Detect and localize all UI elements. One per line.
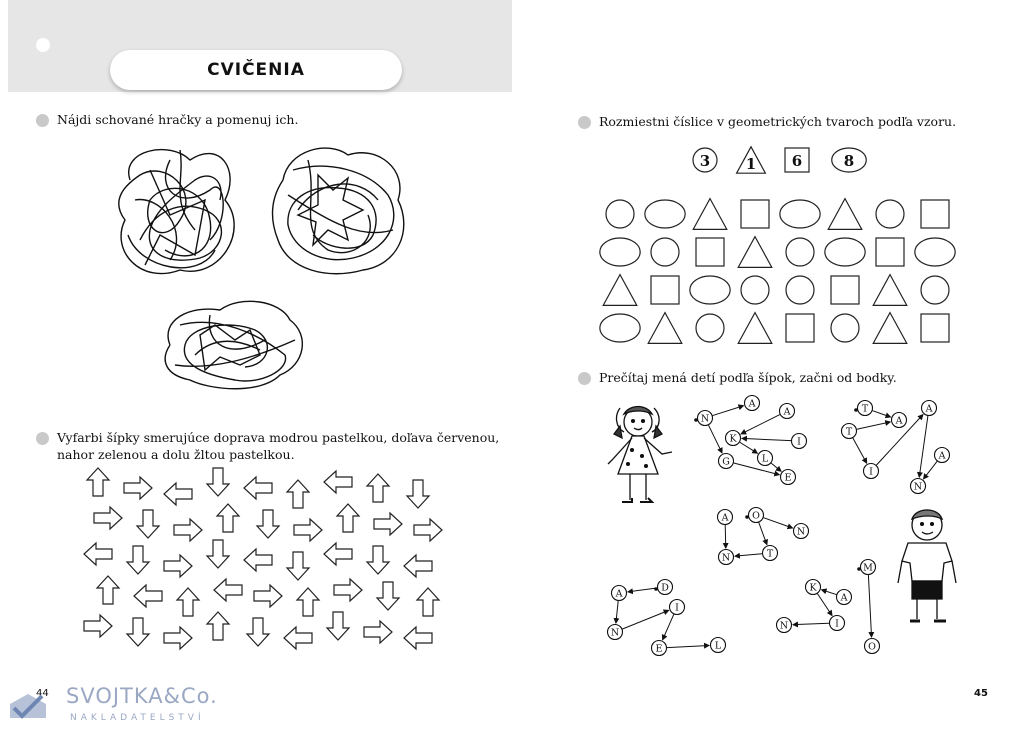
arrow-left[interactable] <box>244 477 272 499</box>
grid-circle[interactable] <box>921 276 949 304</box>
arrow-right[interactable] <box>164 555 192 577</box>
arrow-left[interactable] <box>404 627 432 649</box>
arrow-right[interactable] <box>364 621 392 643</box>
bullet-exercise-4 <box>578 372 591 385</box>
chain-arrow <box>616 601 618 623</box>
letter-node-label: I <box>835 618 839 630</box>
start-dot <box>654 587 658 591</box>
chain-arrow <box>793 623 829 624</box>
arrow-right[interactable] <box>94 507 122 529</box>
letter-node-label: A <box>615 588 623 600</box>
arrow-right[interactable] <box>174 519 202 541</box>
arrow-down[interactable] <box>367 546 389 574</box>
letter-node-label: A <box>895 415 903 427</box>
arrow-up[interactable] <box>297 588 319 616</box>
arrow-left[interactable] <box>284 627 312 649</box>
arrow-up[interactable] <box>367 474 389 502</box>
arrow-up[interactable] <box>287 480 309 508</box>
letter-node-label: I <box>869 466 873 478</box>
arrow-up[interactable] <box>337 504 359 532</box>
chain-arrow <box>919 416 928 477</box>
arrow-up[interactable] <box>207 612 229 640</box>
arrow-down[interactable] <box>137 510 159 538</box>
exercise-3-instruction: Rozmiestni číslice v geometrických tvaroch podľa vzoru. <box>599 114 957 129</box>
pattern-digit: 8 <box>843 152 855 170</box>
letter-chain-g4 <box>608 580 726 656</box>
grid-ellipse[interactable] <box>600 238 640 266</box>
grid-square[interactable] <box>921 200 949 228</box>
arrow-left[interactable] <box>84 543 112 565</box>
arrow-down[interactable] <box>127 546 149 574</box>
arrow-left[interactable] <box>404 555 432 577</box>
letter-node-label: K <box>809 582 817 594</box>
publisher-name: SVOJTKA&Co. <box>66 684 218 708</box>
letter-node-label: L <box>761 453 769 465</box>
chain-arrow <box>771 463 781 471</box>
exercise-2-instruction-line-1: Vyfarbi šípky smerujúce doprava modrou pastelkou, doľava červenou, <box>57 430 500 445</box>
letter-node-label: A <box>925 403 933 415</box>
chain-arrow <box>742 438 791 440</box>
chain-arrow <box>740 442 758 453</box>
publisher-subtitle: NAKLADATELSTVÍ <box>70 713 205 723</box>
grid-ellipse[interactable] <box>645 200 685 228</box>
arrow-up[interactable] <box>87 468 109 496</box>
chain-arrow <box>822 590 837 595</box>
grid-ellipse[interactable] <box>825 238 865 266</box>
grid-square[interactable] <box>786 314 814 342</box>
arrow-right[interactable] <box>334 579 362 601</box>
grid-triangle[interactable] <box>603 275 637 306</box>
chain-arrow <box>667 645 709 647</box>
letter-node-label: D <box>661 582 669 594</box>
arrow-coloring-grid <box>76 470 456 660</box>
grid-square[interactable] <box>696 238 724 266</box>
chain-arrow <box>709 425 723 453</box>
grid-square[interactable] <box>921 314 949 342</box>
grid-circle[interactable] <box>651 238 679 266</box>
pattern-digit: 1 <box>745 155 757 173</box>
arrow-down[interactable] <box>407 480 429 508</box>
letter-node-label: O <box>752 510 760 522</box>
letter-node-label: E <box>655 643 663 655</box>
grid-square[interactable] <box>876 238 904 266</box>
grid-circle[interactable] <box>786 238 814 266</box>
grid-circle[interactable] <box>831 314 859 342</box>
arrow-right[interactable] <box>84 615 112 637</box>
letter-node-label: M <box>863 562 873 574</box>
letter-node-label: N <box>700 413 710 425</box>
exercise-4-instruction: Prečítaj mená detí podľa šípok, začni od bodky. <box>599 370 897 385</box>
chain-arrow <box>663 614 674 639</box>
arrow-down[interactable] <box>127 618 149 646</box>
pattern-digit: 3 <box>699 152 711 170</box>
grid-circle[interactable] <box>876 200 904 228</box>
letter-node-label: T <box>861 403 869 415</box>
arrow-right[interactable] <box>164 627 192 649</box>
grid-square[interactable] <box>651 276 679 304</box>
chain-arrow <box>868 575 871 637</box>
letter-chain-g5 <box>777 560 880 654</box>
grid-ellipse[interactable] <box>780 200 820 228</box>
chain-arrow <box>924 461 938 479</box>
letter-node-label: I <box>797 436 801 448</box>
start-dot <box>694 418 698 422</box>
arrow-left[interactable] <box>134 585 162 607</box>
geometric-shape-grid <box>600 196 960 350</box>
chain-arrow <box>741 415 780 434</box>
letter-node-label: L <box>714 640 722 652</box>
arrow-left[interactable] <box>324 543 352 565</box>
chain-arrow <box>713 406 744 416</box>
letter-node-label: A <box>721 512 729 524</box>
letter-node-label: T <box>766 548 774 560</box>
arrow-right[interactable] <box>124 477 152 499</box>
bullet-exercise-1 <box>36 114 49 127</box>
right-page <box>512 0 1024 732</box>
arrow-left[interactable] <box>214 579 242 601</box>
chain-arrow <box>873 411 891 417</box>
arrow-down[interactable] <box>287 552 309 580</box>
arrow-down[interactable] <box>207 540 229 568</box>
letter-node-label: T <box>845 426 853 438</box>
start-dot <box>857 567 861 571</box>
arrow-down[interactable] <box>377 582 399 610</box>
grid-circle[interactable] <box>786 276 814 304</box>
grid-circle[interactable] <box>696 314 724 342</box>
arrow-up[interactable] <box>177 588 199 616</box>
arrow-up[interactable] <box>97 576 119 604</box>
chain-arrow <box>857 422 890 429</box>
arrow-down[interactable] <box>247 618 269 646</box>
chain-arrow <box>764 518 793 528</box>
grid-triangle[interactable] <box>873 313 907 344</box>
chain-arrow <box>759 523 767 545</box>
chain-arrow <box>622 610 668 629</box>
pattern-digit: 6 <box>791 152 803 170</box>
grid-triangle[interactable] <box>738 313 772 344</box>
grid-triangle[interactable] <box>738 237 772 268</box>
letter-node-label: N <box>779 620 789 632</box>
letter-node-label: A <box>840 592 848 604</box>
letter-chain-g1 <box>694 396 806 485</box>
letter-node-label: N <box>721 552 731 564</box>
start-dot <box>745 515 749 519</box>
letter-chain-g2 <box>842 401 950 494</box>
grid-ellipse[interactable] <box>600 314 640 342</box>
letter-node-label: A <box>938 450 946 462</box>
scribble-toy-1 <box>119 150 234 274</box>
publisher-logo <box>8 684 218 728</box>
page-number-left: 44 <box>36 688 49 699</box>
letter-chain-g3 <box>718 508 809 565</box>
grid-triangle[interactable] <box>693 199 727 230</box>
arrow-right[interactable] <box>294 519 322 541</box>
letter-node-label: O <box>868 641 876 653</box>
chain-arrow <box>628 588 657 592</box>
grid-ellipse[interactable] <box>915 238 955 266</box>
letter-node-label: I <box>675 602 679 614</box>
exercise-2-instruction-line-2: nahor zelenou a dolu žltou pastelkou. <box>57 447 295 462</box>
hidden-toys-illustration <box>110 140 430 410</box>
arrow-right[interactable] <box>254 585 282 607</box>
arrow-left[interactable] <box>164 483 192 505</box>
grid-square[interactable] <box>741 200 769 228</box>
letter-node-label: N <box>913 481 923 493</box>
chain-arrow <box>735 554 762 556</box>
shape-digit-pattern <box>687 142 887 182</box>
arrow-down[interactable] <box>257 510 279 538</box>
scribble-toy-3 <box>165 301 302 388</box>
bullet-exercise-3 <box>578 116 591 129</box>
arrow-right[interactable] <box>374 513 402 535</box>
page-number-right: 45 <box>974 688 988 699</box>
bullet-exercise-2 <box>36 432 49 445</box>
grid-circle[interactable] <box>741 276 769 304</box>
letter-node-label: A <box>748 398 756 410</box>
grid-ellipse[interactable] <box>690 276 730 304</box>
letter-node-label: G <box>722 456 730 468</box>
arrow-down[interactable] <box>207 468 229 496</box>
grid-circle[interactable] <box>606 200 634 228</box>
letter-node-label: K <box>729 433 737 445</box>
arrow-up[interactable] <box>417 588 439 616</box>
arrow-down[interactable] <box>327 612 349 640</box>
grid-triangle[interactable] <box>648 313 682 344</box>
publisher-logo-icon <box>8 688 48 722</box>
letter-node-label: N <box>796 526 806 538</box>
letter-node-label: A <box>783 406 791 418</box>
chain-arrow <box>853 438 867 463</box>
chain-arrow <box>817 594 832 616</box>
letter-node-label: E <box>784 472 792 484</box>
binder-hole <box>36 38 50 52</box>
name-reading-puzzles <box>512 390 1024 660</box>
start-dot <box>854 408 858 412</box>
scribble-toy-2 <box>273 148 404 274</box>
letter-node-label: N <box>610 627 620 639</box>
chain-arrow <box>725 525 726 548</box>
exercise-1-instruction: Nájdi schované hračky a pomenuj ich. <box>57 112 299 127</box>
grid-triangle[interactable] <box>828 199 862 230</box>
grid-square[interactable] <box>831 276 859 304</box>
arrow-up[interactable] <box>217 504 239 532</box>
arrow-right[interactable] <box>414 519 442 541</box>
page-title: CVIČENIA <box>110 50 402 90</box>
grid-triangle[interactable] <box>873 275 907 306</box>
arrow-left[interactable] <box>324 471 352 493</box>
arrow-left[interactable] <box>244 549 272 571</box>
